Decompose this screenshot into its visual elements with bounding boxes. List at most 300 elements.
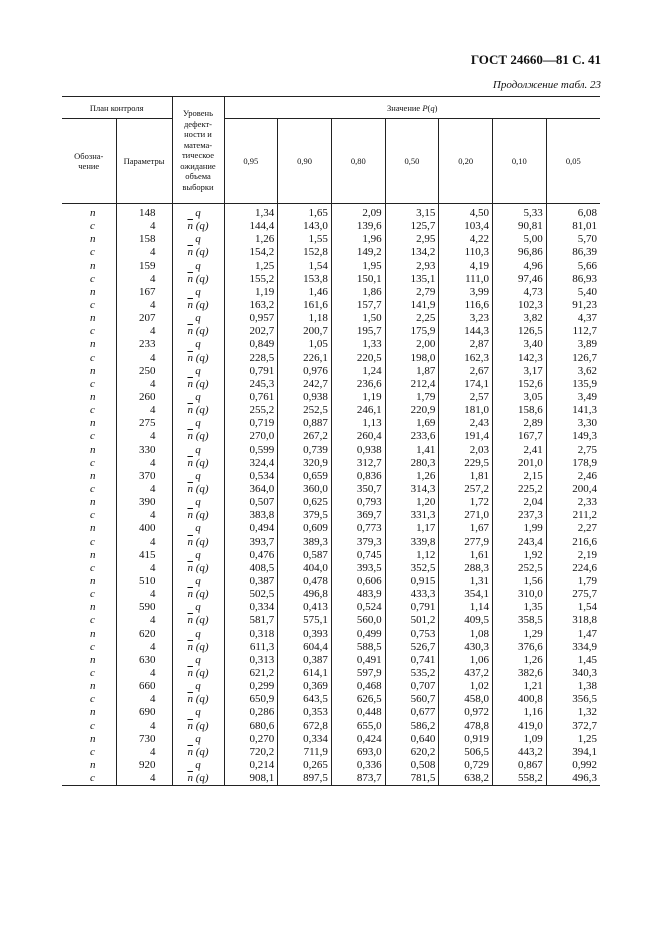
level-cell: q xyxy=(172,470,224,483)
plan-symbol-cell: n xyxy=(90,601,96,614)
value-cell: 157,7 xyxy=(331,299,385,312)
level-cell: $\overline{n}$ (q) xyxy=(172,404,224,417)
value-cell: 96,86 xyxy=(493,246,547,259)
value-cell: 372,7 xyxy=(546,719,600,732)
table-row xyxy=(62,286,600,299)
value-cell: 340,3 xyxy=(546,667,600,680)
value-cell: 383,8 xyxy=(224,509,278,522)
table-continuation-caption: Продолжение табл. 23 xyxy=(492,79,601,91)
value-cell: 560,7 xyxy=(385,693,439,706)
value-cell: 6,08 xyxy=(546,204,600,221)
plan-parameter-cell: 4 xyxy=(116,220,172,233)
value-cell: 255,2 xyxy=(224,404,278,417)
table-row xyxy=(62,759,600,772)
value-cell: 0,791 xyxy=(224,365,278,378)
table-row xyxy=(62,575,600,588)
level-cell: q xyxy=(172,444,224,457)
value-cell: 126,7 xyxy=(546,352,600,365)
value-cell: 680,6 xyxy=(224,719,278,732)
value-cell: 0,468 xyxy=(331,680,385,693)
plan-parameter-cell: 148 xyxy=(116,204,172,221)
value-cell: 1,72 xyxy=(439,496,493,509)
value-cell: 175,9 xyxy=(385,325,439,338)
value-cell: 501,2 xyxy=(385,614,439,627)
level-cell: q xyxy=(172,549,224,562)
plan-symbol-cell: c xyxy=(90,535,95,548)
value-cell: 220,5 xyxy=(331,352,385,365)
value-cell: 211,2 xyxy=(546,509,600,522)
value-cell: 220,9 xyxy=(385,404,439,417)
table-row xyxy=(62,719,600,732)
value-cell: 149,2 xyxy=(331,246,385,259)
value-cell: 0,938 xyxy=(278,391,332,404)
value-cell: 0,599 xyxy=(224,444,278,457)
plan-parameter-cell: 4 xyxy=(116,509,172,522)
value-cell: 3,15 xyxy=(385,204,439,221)
value-cell: 2,19 xyxy=(546,549,600,562)
value-cell: 419,0 xyxy=(493,719,547,732)
plan-symbol-cell: n xyxy=(90,680,96,693)
value-cell: 2,93 xyxy=(385,260,439,273)
table-row xyxy=(62,457,600,470)
value-cell: 506,5 xyxy=(439,746,493,759)
value-cell: 364,0 xyxy=(224,483,278,496)
value-cell: 103,4 xyxy=(439,220,493,233)
value-cell: 1,50 xyxy=(331,312,385,325)
value-cell: 0,524 xyxy=(331,601,385,614)
value-cell: 1,54 xyxy=(546,601,600,614)
plan-symbol-cell: n xyxy=(90,285,96,298)
plan-parameter-cell: 590 xyxy=(116,601,172,614)
value-cell: 2,41 xyxy=(493,444,547,457)
table-row xyxy=(62,260,600,273)
value-cell: 5,70 xyxy=(546,233,600,246)
value-cell: 0,336 xyxy=(331,759,385,772)
level-cell: $\overline{n}$ (q) xyxy=(172,246,224,259)
table-row xyxy=(62,204,600,221)
plan-parameter-cell: 370 xyxy=(116,470,172,483)
plan-parameter-cell: 4 xyxy=(116,430,172,443)
value-cell: 1,08 xyxy=(439,628,493,641)
table-row xyxy=(62,246,600,259)
plan-symbol-cell: c xyxy=(90,377,95,390)
table-row xyxy=(62,444,600,457)
value-cell: 86,93 xyxy=(546,273,600,286)
value-cell: 1,79 xyxy=(546,575,600,588)
level-cell: $\overline{n}$ (q) xyxy=(172,378,224,391)
value-cell: 139,6 xyxy=(331,220,385,233)
value-cell: 0,387 xyxy=(278,654,332,667)
table-row xyxy=(62,733,600,746)
value-cell: 0,739 xyxy=(278,444,332,457)
data-table xyxy=(62,96,600,786)
value-cell: 2,95 xyxy=(385,233,439,246)
value-cell: 212,4 xyxy=(385,378,439,391)
plan-symbol-cell: n xyxy=(90,496,96,509)
value-cell: 408,5 xyxy=(224,562,278,575)
plan-symbol-cell: c xyxy=(90,272,95,285)
value-cell: 97,46 xyxy=(493,273,547,286)
value-cell: 0,992 xyxy=(546,759,600,772)
value-cell: 152,6 xyxy=(493,378,547,391)
value-cell: 0,609 xyxy=(278,522,332,535)
level-cell: $\overline{n}$ (q) xyxy=(172,536,224,549)
table-row xyxy=(62,365,600,378)
value-cell: 1,06 xyxy=(439,654,493,667)
value-cell: 195,7 xyxy=(331,325,385,338)
plan-symbol-cell: n xyxy=(90,443,96,456)
level-cell: $\overline{n}$ (q) xyxy=(172,588,224,601)
value-cell: 243,4 xyxy=(493,536,547,549)
value-cell: 224,6 xyxy=(546,562,600,575)
value-cell: 409,5 xyxy=(439,614,493,627)
value-cell: 1,12 xyxy=(385,549,439,562)
value-cell: 3,99 xyxy=(439,286,493,299)
value-cell: 0,413 xyxy=(278,601,332,614)
value-cell: 611,3 xyxy=(224,641,278,654)
value-cell: 0,494 xyxy=(224,522,278,535)
value-cell: 135,1 xyxy=(385,273,439,286)
value-cell: 153,8 xyxy=(278,273,332,286)
value-cell: 280,3 xyxy=(385,457,439,470)
value-cell: 588,5 xyxy=(331,641,385,654)
value-cell: 324,4 xyxy=(224,457,278,470)
level-cell: q xyxy=(172,706,224,719)
value-cell: 144,4 xyxy=(224,220,278,233)
value-cell: 267,2 xyxy=(278,430,332,443)
value-cell: 245,3 xyxy=(224,378,278,391)
value-cell: 0,606 xyxy=(331,575,385,588)
value-cell: 5,66 xyxy=(546,260,600,273)
value-cell: 2,09 xyxy=(331,204,385,221)
value-cell: 1,41 xyxy=(385,444,439,457)
plan-symbol-cell: c xyxy=(90,666,95,679)
value-cell: 0,334 xyxy=(278,733,332,746)
value-cell: 110,3 xyxy=(439,246,493,259)
value-cell: 226,1 xyxy=(278,352,332,365)
plan-symbol-cell: n xyxy=(90,312,96,325)
plan-symbol-cell: n xyxy=(90,548,96,561)
plan-parameter-cell: 4 xyxy=(116,536,172,549)
level-cell: q xyxy=(172,286,224,299)
plan-parameter-cell: 4 xyxy=(116,273,172,286)
value-cell: 4,22 xyxy=(439,233,493,246)
level-cell: q xyxy=(172,260,224,273)
value-cell: 0,659 xyxy=(278,470,332,483)
value-cell: 0,791 xyxy=(385,601,439,614)
value-cell: 174,1 xyxy=(439,378,493,391)
table-row xyxy=(62,706,600,719)
plan-parameter-cell: 620 xyxy=(116,628,172,641)
table-row xyxy=(62,496,600,509)
table-row xyxy=(62,562,600,575)
value-cell: 358,5 xyxy=(493,614,547,627)
value-cell: 478,8 xyxy=(439,719,493,732)
plan-parameter-cell: 4 xyxy=(116,325,172,338)
table-row xyxy=(62,536,600,549)
value-cell: 126,5 xyxy=(493,325,547,338)
plan-parameter-cell: 390 xyxy=(116,496,172,509)
table-row xyxy=(62,220,600,233)
plan-symbol-cell: n xyxy=(90,207,96,220)
value-cell: 2,25 xyxy=(385,312,439,325)
value-cell: 1,26 xyxy=(385,470,439,483)
value-cell: 1,81 xyxy=(439,470,493,483)
value-cell: 288,3 xyxy=(439,562,493,575)
plan-parameter-cell: 690 xyxy=(116,706,172,719)
plan-parameter-cell: 4 xyxy=(116,588,172,601)
value-cell: 1,33 xyxy=(331,338,385,351)
value-cell: 1,31 xyxy=(439,575,493,588)
value-cell: 0,507 xyxy=(224,496,278,509)
value-cell: 0,773 xyxy=(331,522,385,535)
level-cell: q xyxy=(172,496,224,509)
value-cell: 0,867 xyxy=(493,759,547,772)
table-row xyxy=(62,417,600,430)
value-cell: 242,7 xyxy=(278,378,332,391)
value-cell: 246,1 xyxy=(331,404,385,417)
table-row xyxy=(62,693,600,706)
plan-symbol-cell: n xyxy=(90,627,96,640)
value-cell: 1,61 xyxy=(439,549,493,562)
value-cell: 558,2 xyxy=(493,772,547,786)
plan-parameter-cell: 4 xyxy=(116,457,172,470)
plan-symbol-cell: c xyxy=(90,509,95,522)
value-cell: 2,57 xyxy=(439,391,493,404)
table-row xyxy=(62,654,600,667)
value-cell: 1,86 xyxy=(331,286,385,299)
plan-symbol-cell: c xyxy=(90,614,95,627)
plan-parameter-cell: 920 xyxy=(116,759,172,772)
params-header: Параметры xyxy=(116,119,172,204)
value-cell: 693,0 xyxy=(331,746,385,759)
value-cell: 2,87 xyxy=(439,338,493,351)
plan-parameter-cell: 630 xyxy=(116,654,172,667)
plan-header: План контроля xyxy=(62,97,172,119)
value-cell: 526,7 xyxy=(385,641,439,654)
value-cell: 443,2 xyxy=(493,746,547,759)
value-cell: 0,677 xyxy=(385,706,439,719)
value-cell: 260,4 xyxy=(331,430,385,443)
value-cell: 621,2 xyxy=(224,667,278,680)
value-cell: 1,26 xyxy=(493,654,547,667)
value-cell: 314,3 xyxy=(385,483,439,496)
level-cell: $\overline{n}$ (q) xyxy=(172,614,224,627)
plan-parameter-cell: 4 xyxy=(116,693,172,706)
value-cell: 2,67 xyxy=(439,365,493,378)
table-row xyxy=(62,641,600,654)
value-cell: 2,79 xyxy=(385,286,439,299)
value-cell: 1,55 xyxy=(278,233,332,246)
value-cell: 393,7 xyxy=(224,536,278,549)
value-cell: 3,89 xyxy=(546,338,600,351)
value-cell: 1,38 xyxy=(546,680,600,693)
plan-symbol-cell: c xyxy=(90,220,95,233)
value-cell: 312,7 xyxy=(331,457,385,470)
value-cell: 614,1 xyxy=(278,667,332,680)
value-cell: 502,5 xyxy=(224,588,278,601)
value-cell: 3,49 xyxy=(546,391,600,404)
value-cell: 3,23 xyxy=(439,312,493,325)
value-cell: 4,96 xyxy=(493,260,547,273)
value-cell: 379,3 xyxy=(331,536,385,549)
value-cell: 430,3 xyxy=(439,641,493,654)
value-cell: 155,2 xyxy=(224,273,278,286)
value-cell: 318,8 xyxy=(546,614,600,627)
value-cell: 142,3 xyxy=(493,352,547,365)
plan-parameter-cell: 158 xyxy=(116,233,172,246)
value-cell: 643,5 xyxy=(278,693,332,706)
plan-symbol-cell: c xyxy=(90,456,95,469)
value-cell: 86,39 xyxy=(546,246,600,259)
value-cell: 111,0 xyxy=(439,273,493,286)
table-row xyxy=(62,667,600,680)
value-cell: 1,13 xyxy=(331,417,385,430)
value-cell: 1,25 xyxy=(224,260,278,273)
value-cell: 1,69 xyxy=(385,417,439,430)
value-cell: 560,0 xyxy=(331,614,385,627)
table-row xyxy=(62,430,600,443)
table-row xyxy=(62,352,600,365)
value-cell: 2,03 xyxy=(439,444,493,457)
value-cell: 1,54 xyxy=(278,260,332,273)
value-cell: 271,0 xyxy=(439,509,493,522)
value-cell: 356,5 xyxy=(546,693,600,706)
value-cell: 1,79 xyxy=(385,391,439,404)
value-cell: 2,27 xyxy=(546,522,600,535)
value-cell: 91,23 xyxy=(546,299,600,312)
value-cell: 352,5 xyxy=(385,562,439,575)
value-cell: 1,56 xyxy=(493,575,547,588)
value-cell: 3,82 xyxy=(493,312,547,325)
value-cell: 233,6 xyxy=(385,430,439,443)
value-cell: 0,387 xyxy=(224,575,278,588)
value-cell: 1,45 xyxy=(546,654,600,667)
plan-parameter-cell: 4 xyxy=(116,562,172,575)
value-cell: 655,0 xyxy=(331,719,385,732)
value-cell: 0,793 xyxy=(331,496,385,509)
value-cell: 154,2 xyxy=(224,246,278,259)
value-cell: 1,20 xyxy=(385,496,439,509)
plan-parameter-cell: 4 xyxy=(116,246,172,259)
plan-parameter-cell: 250 xyxy=(116,365,172,378)
value-cell: 181,0 xyxy=(439,404,493,417)
value-cell: 162,3 xyxy=(439,352,493,365)
value-cell: 3,17 xyxy=(493,365,547,378)
table-row xyxy=(62,273,600,286)
value-cell: 1,32 xyxy=(546,706,600,719)
plan-parameter-cell: 400 xyxy=(116,522,172,535)
plan-symbol-cell: c xyxy=(90,404,95,417)
value-cell: 200,4 xyxy=(546,483,600,496)
table-row xyxy=(62,549,600,562)
value-cell: 228,5 xyxy=(224,352,278,365)
value-cell: 3,30 xyxy=(546,417,600,430)
value-cell: 339,8 xyxy=(385,536,439,549)
table-row xyxy=(62,391,600,404)
plan-symbol-cell: n xyxy=(90,364,96,377)
value-cell: 5,33 xyxy=(493,204,547,221)
value-cell: 0,534 xyxy=(224,470,278,483)
value-cell: 3,40 xyxy=(493,338,547,351)
value-cell: 252,5 xyxy=(278,404,332,417)
prob-header: 0,95 xyxy=(224,119,278,204)
level-cell: $\overline{n}$ (q) xyxy=(172,430,224,443)
value-cell: 202,7 xyxy=(224,325,278,338)
plan-symbol-cell: n xyxy=(90,758,96,771)
plan-symbol-cell: n xyxy=(90,417,96,430)
level-header: Уровень дефект-ности и матема-тическое ожидание объема выборки xyxy=(172,97,224,204)
value-cell: 237,3 xyxy=(493,509,547,522)
prob-header: 0,05 xyxy=(546,119,600,204)
value-cell: 112,7 xyxy=(546,325,600,338)
level-cell: q xyxy=(172,233,224,246)
value-cell: 379,5 xyxy=(278,509,332,522)
value-cell: 1,26 xyxy=(224,233,278,246)
value-cell: 400,8 xyxy=(493,693,547,706)
level-cell: q xyxy=(172,204,224,221)
value-cell: 125,7 xyxy=(385,220,439,233)
value-cell: 0,707 xyxy=(385,680,439,693)
table-row xyxy=(62,338,600,351)
level-cell: q xyxy=(172,759,224,772)
plan-symbol-cell: c xyxy=(90,351,95,364)
table-row xyxy=(62,325,600,338)
value-cell: 638,2 xyxy=(439,772,493,786)
value-cell: 275,7 xyxy=(546,588,600,601)
plan-parameter-cell: 4 xyxy=(116,352,172,365)
value-cell: 116,6 xyxy=(439,299,493,312)
level-cell: q xyxy=(172,522,224,535)
level-cell: q xyxy=(172,365,224,378)
level-cell: $\overline{n}$ (q) xyxy=(172,299,224,312)
value-cell: 0,587 xyxy=(278,549,332,562)
plan-symbol-cell: n xyxy=(90,338,96,351)
value-cell: 0,476 xyxy=(224,549,278,562)
level-cell: $\overline{n}$ (q) xyxy=(172,457,224,470)
value-cell: 1,92 xyxy=(493,549,547,562)
value-cell: 3,05 xyxy=(493,391,547,404)
table-row xyxy=(62,299,600,312)
value-cell: 0,491 xyxy=(331,654,385,667)
value-cell: 1,35 xyxy=(493,601,547,614)
plan-symbol-cell: c xyxy=(90,325,95,338)
value-cell: 4,73 xyxy=(493,286,547,299)
value-cell: 0,849 xyxy=(224,338,278,351)
table-row xyxy=(62,233,600,246)
level-cell: q xyxy=(172,575,224,588)
value-cell: 0,741 xyxy=(385,654,439,667)
plan-parameter-cell: 660 xyxy=(116,680,172,693)
value-cell: 1,47 xyxy=(546,628,600,641)
value-cell: 0,499 xyxy=(331,628,385,641)
value-cell: 0,286 xyxy=(224,706,278,719)
level-cell: $\overline{n}$ (q) xyxy=(172,562,224,575)
value-cell: 1,19 xyxy=(331,391,385,404)
value-cell: 0,915 xyxy=(385,575,439,588)
value-cell: 0,448 xyxy=(331,706,385,719)
value-cell: 354,1 xyxy=(439,588,493,601)
value-cell: 376,6 xyxy=(493,641,547,654)
value-cell: 1,29 xyxy=(493,628,547,641)
value-cell: 158,6 xyxy=(493,404,547,417)
value-cell: 393,5 xyxy=(331,562,385,575)
value-cell: 5,00 xyxy=(493,233,547,246)
plan-parameter-cell: 4 xyxy=(116,719,172,732)
plan-symbol-cell: n xyxy=(90,522,96,535)
table-row xyxy=(62,378,600,391)
value-cell: 2,43 xyxy=(439,417,493,430)
